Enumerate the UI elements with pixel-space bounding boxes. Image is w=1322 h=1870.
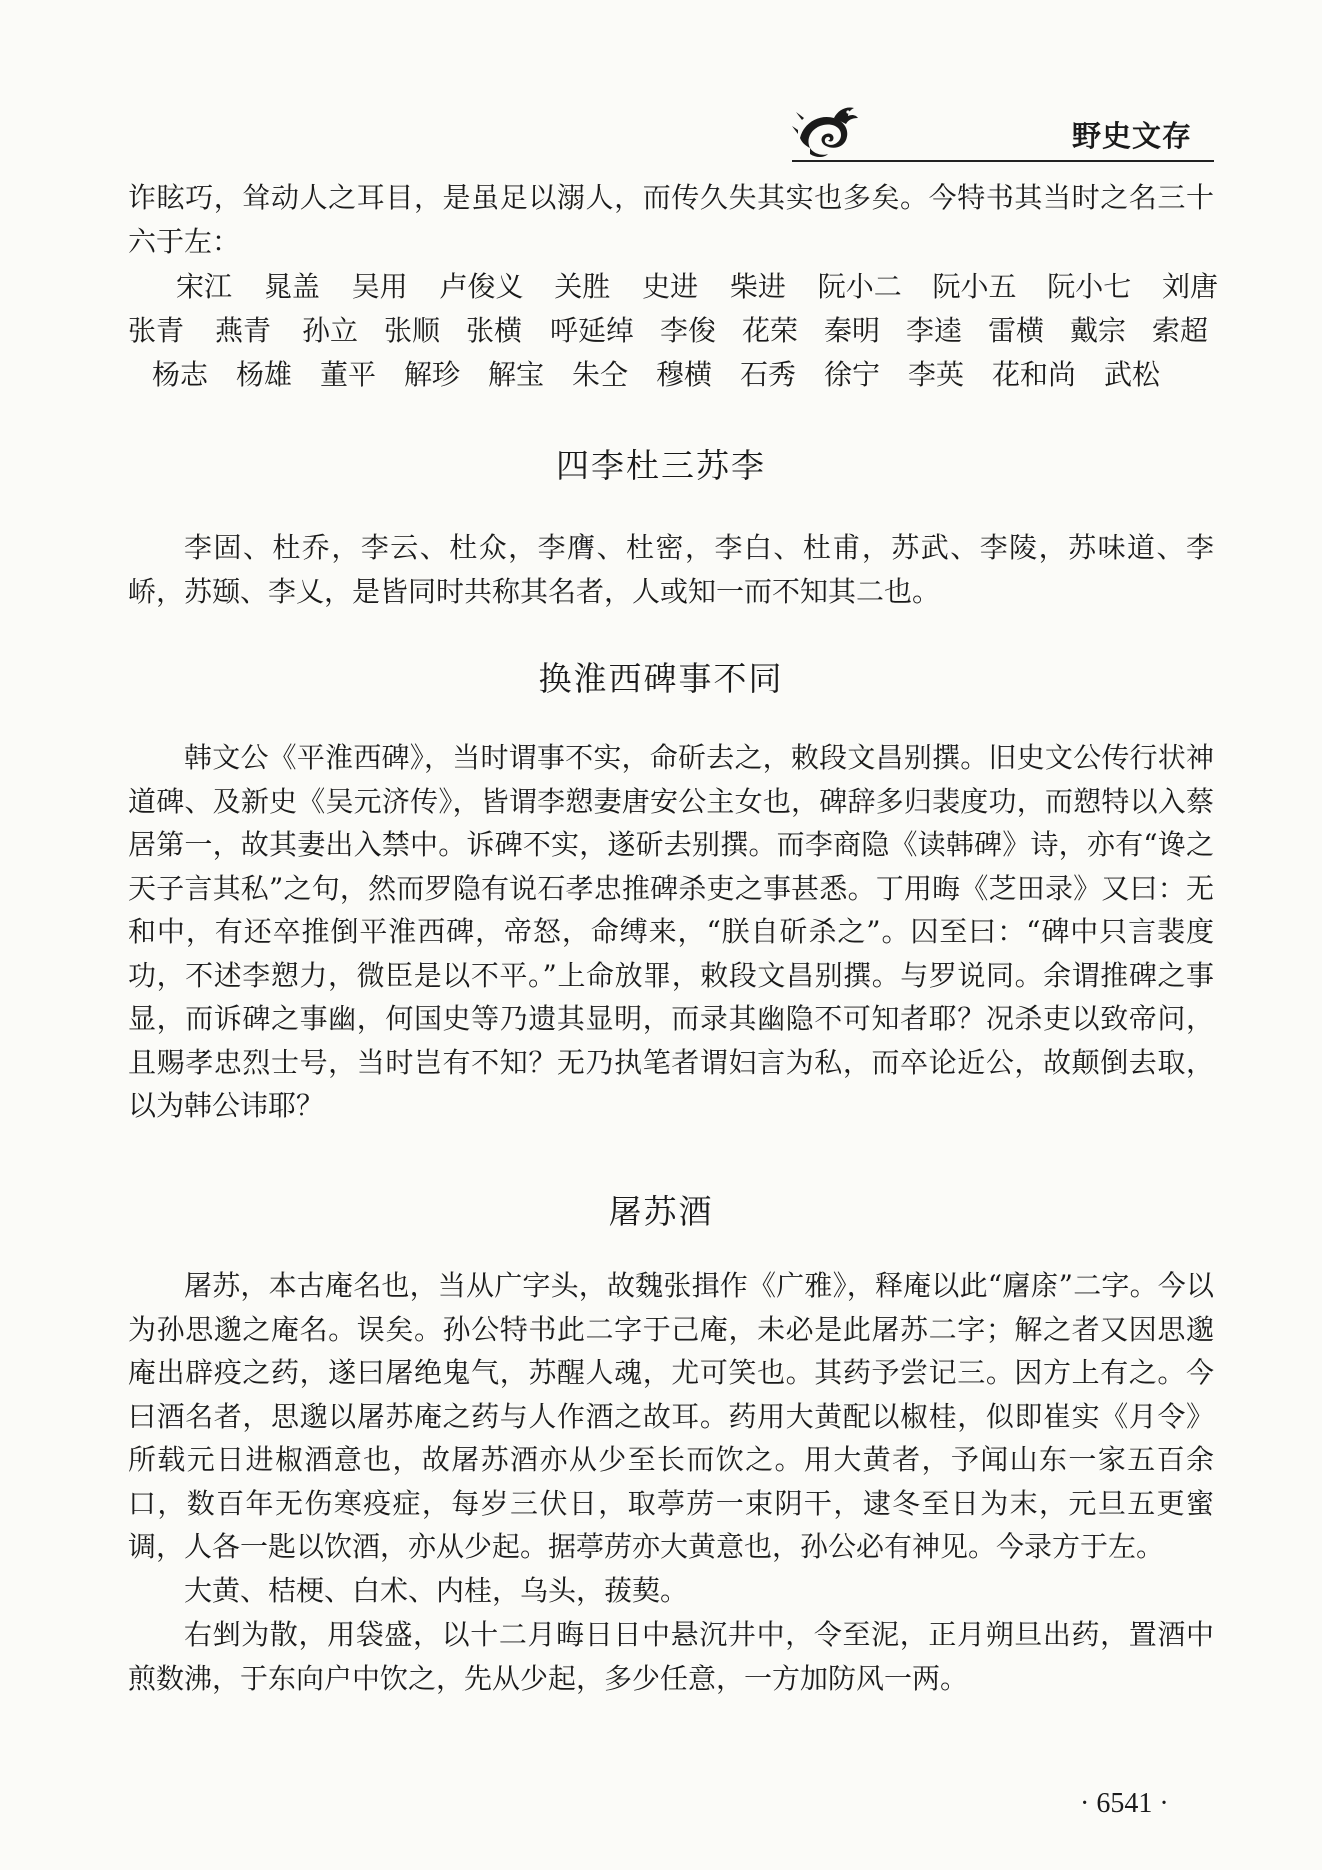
name-item: 燕青 bbox=[215, 314, 272, 347]
name-item: 索超 bbox=[1152, 314, 1209, 347]
name-item: 柴进 bbox=[729, 270, 786, 303]
name-item: 李俊 bbox=[660, 314, 717, 347]
name-item: 解珍 bbox=[404, 358, 461, 391]
name-item: 张横 bbox=[466, 314, 523, 347]
section-heading: 换淮西碑事不同 bbox=[538, 659, 784, 698]
name-item: 雷横 bbox=[988, 314, 1045, 347]
name-item: 阮小五 bbox=[932, 270, 1017, 303]
name-item: 穆横 bbox=[656, 358, 713, 391]
names-row bbox=[128, 265, 1218, 309]
name-item: 花荣 bbox=[742, 314, 799, 347]
name-item: 戴宗 bbox=[1070, 314, 1127, 347]
intro-paragraph: 诈眩巧，耸动人之耳目，是虽足以溺人，而传久失其实也多矣。今特书其当时之名三十六于左： bbox=[128, 181, 1214, 258]
section-paragraph: 李固、杜乔，李云、杜众，李膺、杜密，李白、杜甫，苏武、李陵，苏味道、李峤，苏颋、李乂，是皆同时共称其名者，人或知一而不知其二也。 bbox=[128, 531, 1214, 608]
name-item: 张青 bbox=[128, 314, 185, 347]
name-item: 史进 bbox=[642, 270, 699, 303]
name-item: 孙立 bbox=[302, 314, 359, 347]
name-item: 石秀 bbox=[740, 358, 797, 391]
name-item: 朱仝 bbox=[572, 358, 629, 391]
name-item: 晁盖 bbox=[263, 270, 320, 303]
name-item: 武松 bbox=[1104, 358, 1161, 391]
name-item: 阮小二 bbox=[817, 270, 902, 303]
name-item: 吴用 bbox=[351, 270, 408, 303]
name-item: 呼延绰 bbox=[550, 314, 635, 347]
name-item: 刘唐 bbox=[1162, 270, 1219, 303]
name-item: 宋江 bbox=[176, 270, 233, 303]
section-heading: 四李杜三苏李 bbox=[556, 446, 766, 485]
name-item: 杨志 bbox=[152, 358, 209, 391]
section-paragraph: 韩文公《平淮西碑》，当时谓事不实，命斫去之，敕段文昌别撰。旧史文公传行状神道碑、及新史《吴元济传》，皆谓李愬妻唐安公主女也，碑辞多归裴度功，而愬特以入蔡居第一，故其妻出入禁中。诉碑不实，遂斫去别撰。而李商隐《读韩碑》诗，亦有“谗之天子言其私”之句，然而罗隐有说石孝忠推碑杀吏之事甚悉。丁用晦《芝田录》又曰：无和中，有还卒推倒平淮西碑，帝怒，命缚来，“朕自斫杀之”。囚至曰：“碑中只言裴度功，不述李愬力，微臣是以不平。”上命放罪，敕段文昌别撰。与罗说同。余谓推碑之事显，而诉碑之事幽，何国史等乃遗其显明，而录其幽隐不可知者耶？况杀吏以致帝问，且赐孝忠烈士号，当时岂有不知？无乃执笔者谓妇言为私，而卒论近公，故颠倒去取，以为韩公讳耶？ bbox=[128, 741, 1214, 1122]
name-item: 董平 bbox=[320, 358, 377, 391]
name-item: 杨雄 bbox=[236, 358, 293, 391]
names-row bbox=[128, 309, 1218, 353]
name-item: 解宝 bbox=[488, 358, 545, 391]
ingredient-list: 大黄、桔梗、白术、内桂，乌头，菝葜。 bbox=[184, 1574, 689, 1607]
name-item: 花和尚 bbox=[992, 358, 1077, 391]
name-item: 秦明 bbox=[824, 314, 881, 347]
header-title: 野史文存 bbox=[1072, 119, 1193, 153]
name-item: 徐宁 bbox=[824, 358, 881, 391]
page-number: · 6541 · bbox=[1080, 1788, 1169, 1819]
name-item: 李英 bbox=[908, 358, 965, 391]
dragon-icon bbox=[790, 100, 862, 160]
name-item: 卢俊义 bbox=[439, 270, 524, 303]
names-row bbox=[128, 353, 1218, 397]
name-item: 李逵 bbox=[906, 314, 963, 347]
header-rule bbox=[792, 160, 1214, 162]
section-paragraph: 屠苏，本古庵名也，当从广字头，故魏张揖作《广雅》，释庵以此“廜庩”二字。今以为孙思邈之庵名。误矣。孙公特书此二字于己庵，未必是此屠苏二字；解之者又因思邈庵出辟疫之药，遂曰屠绝鬼气，苏醒人魂，尤可笑也。其药予尝记三。因方上有之。今曰酒名者，思邈以屠苏庵之药与人作酒之故耳。药用大黄配以椒桂，似即崔实《月令》所载元日进椒酒意也，故屠苏酒亦从少至长而饮之。用大黄者，予闻山东一家五百余口，数百年无伤寒疫症，每岁三伏日，取葶苈一束阴干，逮冬至日为末，元旦五更蜜调，人各一匙以饮酒，亦从少起。据葶苈亦大黄意也，孙公必有神见。今录方于左。 bbox=[128, 1269, 1214, 1563]
names-list bbox=[128, 265, 1218, 397]
name-item: 张顺 bbox=[384, 314, 441, 347]
name-item: 阮小七 bbox=[1047, 270, 1132, 303]
section-heading: 屠苏酒 bbox=[608, 1192, 714, 1231]
name-item: 关胜 bbox=[554, 270, 611, 303]
section-paragraph: 右剉为散，用袋盛，以十二月晦日日中悬沉井中，令至泥，正月朔旦出药，置酒中煎数沸，于东向户中饮之，先从少起，多少任意，一方加防风一两。 bbox=[128, 1618, 1214, 1695]
